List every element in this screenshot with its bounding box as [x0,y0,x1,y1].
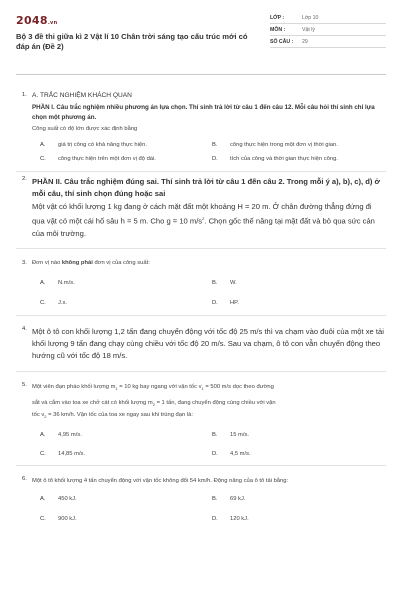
question-text [32,382,386,422]
option-letter: C. [40,156,46,162]
question-separator [16,465,386,466]
logo-suffix: .vn [47,20,58,26]
option-letter: D. [212,516,218,522]
text-part: Đơn vị nào [32,259,62,266]
exam-info-box [270,12,386,68]
options-grid [32,280,386,306]
question-separator [16,248,386,249]
question-separator [16,315,386,316]
text-line [32,410,386,422]
option-text: 4,95 m/s. [58,432,82,438]
option-b[interactable] [212,142,382,148]
header-left [16,6,248,68]
option-a[interactable] [40,496,212,502]
logo-main: 2048 [16,14,48,27]
question-separator [16,171,386,172]
option-text: 450 kJ. [58,496,77,502]
options-grid [32,142,386,162]
option-b[interactable] [212,280,382,286]
option-letter: C. [40,516,46,522]
text-part: sắt và cắm vào toa xe chở cát có khối lượng m [32,399,153,406]
info-label: SỐ CÂU : [270,38,294,45]
emphasis-text: không phải [61,259,93,266]
question-1 [16,92,386,162]
option-text: N.m/s. [58,279,75,286]
text-part: . Chọn gốc thế năng tại mặt đất và bỏ qua sức cản của môi trường. [32,216,375,238]
question-text: Một ô tô con khối lượng 1,2 tấn đang chuyển động với tốc độ 25 m/s thì va chạm vào đuôi của một xe tải khối lượng 9 tấn đang chạy cùng chiều với tốc độ 20 m/s. Sau va chạm, ô tô con vẫn chuyển động theo hướng cũ với tốc độ 18 m/s. [32,326,384,360]
option-letter: B. [212,142,218,148]
info-label: MÔN : [270,26,286,33]
option-b[interactable] [212,432,382,438]
option-letter: B. [212,279,218,286]
superscript: 2 [202,216,205,221]
question-text: Công suất có độ lớn được xác định bằng [32,126,138,132]
option-letter: D. [212,156,218,162]
text-part: = 500 m/s dọc theo đường [203,383,274,390]
option-letter: D. [212,299,218,306]
question-number: 1. [22,92,27,98]
option-text: 14,85 m/s. [58,451,86,457]
question-separator [16,371,386,372]
part-instructions: PHẦN I. Câu trắc nghiệm nhiều phương án lựa chọn. Thí sinh trả lời từ câu 1 đến câu 12. Mỗi câu hỏi thí sinh chỉ lựa chọn một phương án. [32,104,375,121]
part-instructions: PHẦN II. Câu trắc nghiệm đúng sai. Thí sinh trả lời từ câu 1 đến câu 2. Trong mỗi ý a), b), c), d) ở mỗi câu, thí sinh chọn đúng hoặc sai [32,177,380,198]
option-b[interactable] [212,496,382,502]
info-value: Vật lý [302,26,315,33]
option-d[interactable] [212,451,382,457]
option-a[interactable] [40,432,212,438]
subscript: 1 [115,385,118,391]
text-part: = 36 km/h. Vận tốc của toa xe ngay sau khi trúng đạn là: [46,411,193,418]
text-part: Một viên đạn pháo khối lượng m [32,383,116,390]
option-letter: B. [212,496,218,502]
question-6 [16,476,386,522]
info-label: LỚP : [270,14,285,21]
text-line [32,398,386,410]
text-part: đơn vị của công suất: [92,259,150,266]
text-part: tốc v [32,411,45,418]
option-d[interactable] [212,300,382,306]
question-text [32,260,386,266]
option-d[interactable] [212,516,382,522]
option-letter: C. [40,299,46,306]
question-3 [16,260,386,306]
option-letter: A. [40,432,46,438]
question-number: 3. [22,259,27,266]
text-line [32,382,386,394]
info-value: Lớp 10 [302,14,319,21]
option-text: công thực hiện trên một đơn vị độ dài. [58,156,156,162]
question-text: Một ô tô khối lượng 4 tấn chuyển động với vận tốc không đổi 54 km/h. Động năng của ô tô tải bằng: [32,478,289,484]
option-text: J.s. [58,299,68,306]
option-text: 69 kJ. [230,496,246,502]
option-letter: A. [40,496,46,502]
text-part: Một vật có khối lượng 1 kg đang ở cách mặt đất một khoảng H = 20 m. Ở chân đường thẳng đứng đi qua vật có một cái hố sâu h = 5 m. Cho g = 10 m/s [32,202,372,226]
subscript: 2 [44,414,47,419]
section-title: A. TRẮC NGHIỆM KHÁCH QUAN [32,92,132,99]
option-c[interactable] [40,156,212,162]
option-letter: A. [40,279,46,286]
option-text: W. [230,279,237,286]
option-a[interactable] [40,142,212,148]
info-row-subject [270,24,386,36]
option-text: 4,5 m/s. [230,451,251,457]
option-text: công thực hiện trong một đơn vị thời gian. [230,142,338,148]
option-letter: D. [212,451,218,457]
options-grid [32,496,386,522]
question-number: 2. [22,176,27,182]
text-part: = 10 kg bay ngang với vận tốc v [117,383,202,390]
site-logo[interactable] [16,14,248,27]
option-c[interactable] [40,516,212,522]
question-4 [16,326,386,362]
option-letter: C. [40,451,46,457]
option-text: HP. [230,299,239,306]
subscript: 1 [201,385,204,391]
option-d[interactable] [212,156,382,162]
question-number: 6. [22,476,27,482]
question-number: 4. [22,325,27,332]
question-number: 5. [22,381,27,388]
info-row-count [270,36,386,48]
info-value: 29 [302,38,308,45]
question-5 [16,382,386,457]
option-c[interactable] [40,300,212,306]
option-text: 15 m/s. [230,432,250,438]
header-divider [16,74,386,75]
document-title: Bộ 3 đề thi giữa kì 2 Vật lí 10 Chân trời sáng tạo cấu trúc mới có đáp án (Đề 2) [16,32,248,51]
option-text: tích của công và thời gian thực hiện công. [230,156,338,162]
question-text [32,201,386,240]
option-text: giá trị công có khả năng thực hiện. [58,142,147,148]
option-letter: B. [212,432,218,438]
option-c[interactable] [40,451,212,457]
page-header [16,6,386,68]
question-2 [16,176,386,240]
subscript: 2 [152,401,155,407]
option-text: 900 kJ. [58,516,77,522]
text-part: = 1 tấn, đang chuyển động cùng chiều với vận [154,399,276,406]
option-letter: A. [40,142,46,148]
options-grid [32,432,386,457]
option-text: 120 kJ. [230,516,249,522]
info-row-class [270,12,386,24]
option-a[interactable] [40,280,212,286]
